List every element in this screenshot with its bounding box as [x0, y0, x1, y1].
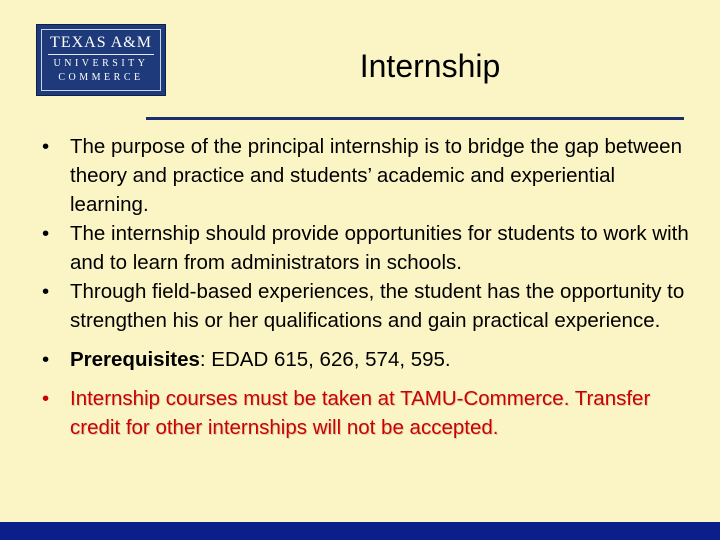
prerequisites-courses: : EDAD 615, 626, 574, 595.	[199, 348, 451, 371]
footer-bar	[0, 522, 720, 540]
transfer-notice-text: Internship courses must be taken at TAMU-Commerce. Transfer credit for other internships will not be accepted.	[70, 387, 651, 439]
bullet-marker: •	[42, 348, 50, 371]
university-logo	[36, 24, 166, 96]
bullet-item-opportunities	[40, 219, 690, 277]
bullet-marker: •	[42, 280, 50, 303]
bullet-text: The purpose of the principal internship is to bridge the gap between theory and practice and students’ academic and experiential learning.	[70, 135, 682, 216]
prerequisites-label: Prerequisites	[70, 348, 200, 371]
slide-title: Internship	[359, 48, 501, 84]
bullet-item-notice	[40, 384, 690, 442]
bullet-marker: •	[42, 387, 50, 410]
logo-frame	[41, 29, 161, 91]
title-underline	[146, 117, 684, 120]
logo-line-3: COMMERCE	[58, 72, 144, 83]
bullet-item-purpose	[40, 132, 690, 219]
bullet-item-prerequisites	[40, 345, 690, 374]
bullet-list	[40, 132, 690, 442]
bullet-marker: •	[42, 222, 50, 245]
bullet-text: The internship should provide opportunities for students to work with and to learn from administrators in schools.	[70, 222, 689, 274]
bullet-text: Through field-based experiences, the student has the opportunity to strengthen his or her qualifications and gain practical experience.	[70, 280, 685, 332]
bullet-marker: •	[42, 135, 50, 158]
bullet-item-field-based	[40, 277, 690, 335]
logo-divider	[48, 54, 154, 55]
logo-line-2: UNIVERSITY	[53, 58, 149, 69]
logo-line-1: TEXAS A&M	[50, 34, 152, 51]
